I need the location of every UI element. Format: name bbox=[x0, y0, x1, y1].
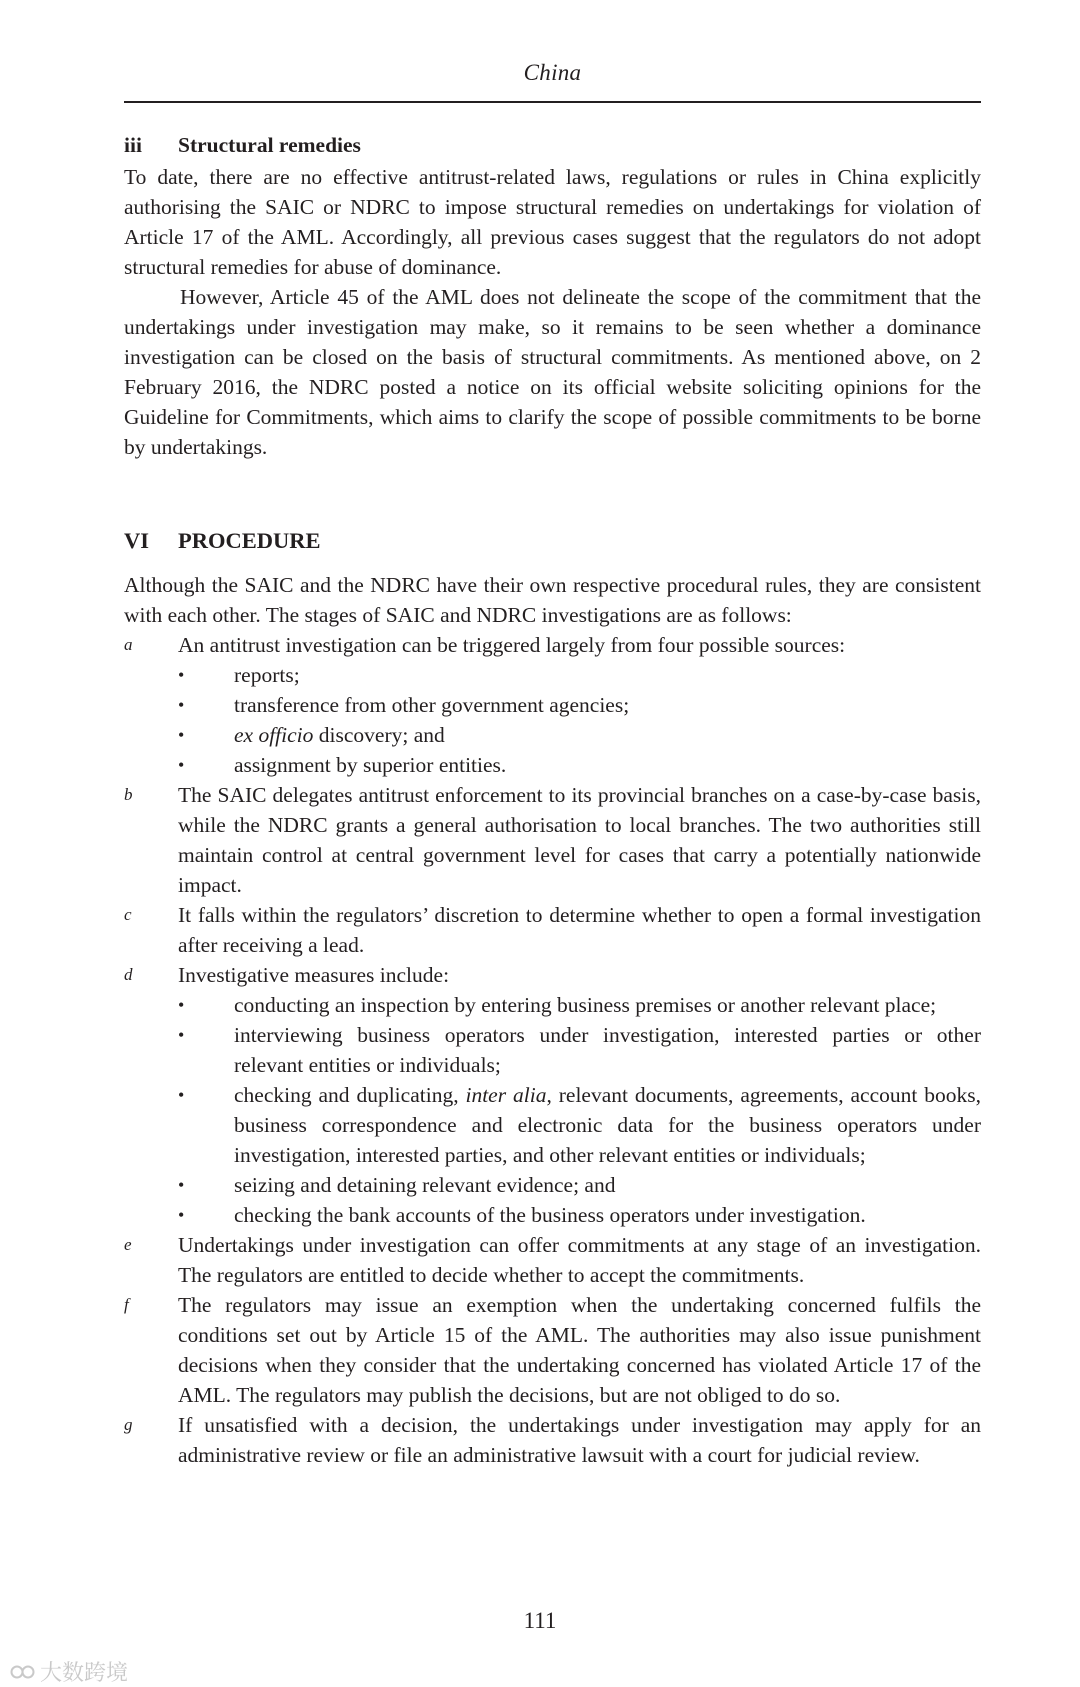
item-text: If unsatisfied with a decision, the undertakings under investigation may apply for an administrative review or file an administrative lawsuit with a court for judicial review. bbox=[178, 1413, 981, 1467]
watermark bbox=[10, 1656, 128, 1687]
section-intro: Although the SAIC and the NDRC have their own respective procedural rules, they are consistent with each other. The stages of SAIC and NDRC investigations are as follows: bbox=[124, 573, 981, 627]
list-item bbox=[124, 630, 981, 660]
item-letter: a bbox=[124, 635, 133, 654]
list-item bbox=[124, 780, 981, 900]
bullet-icon: • bbox=[178, 755, 185, 775]
bullet-icon: • bbox=[178, 1175, 185, 1195]
item-letter: g bbox=[124, 1415, 133, 1434]
item-text: An antitrust investigation can be triggered largely from four possible sources: bbox=[178, 633, 846, 657]
bullet-item: • reports; bbox=[178, 660, 981, 690]
item-text: The regulators may issue an exemption when the undertaking concerned fulfils the conditions set out by Article 15 of the AML. The authorities may also issue punishment decisions when they consider that the undertaking concerned has violated Article 17 of the AML. The regulators may publish the decisions, but are not obliged to do so. bbox=[178, 1293, 981, 1407]
procedure-list bbox=[124, 630, 981, 1470]
list-item bbox=[124, 960, 981, 990]
item-text: Investigative measures include: bbox=[178, 963, 450, 987]
bullet-icon: • bbox=[178, 1205, 185, 1225]
list-item bbox=[124, 900, 981, 960]
watermark-text: 大数跨境 bbox=[40, 1661, 129, 1686]
subsection-number: iii bbox=[124, 133, 142, 157]
bullet-icon: • bbox=[178, 695, 185, 715]
bullet-icon: • bbox=[178, 995, 185, 1015]
bullet-item: • interviewing business operators under investigation, interested parties or other relevant entities or individuals; bbox=[178, 1020, 981, 1080]
item-text: Undertakings under investigation can offer commitments at any stage of an investigation. The regulators are entitled to decide whether to accept the commitments. bbox=[178, 1233, 981, 1287]
section-number: VI bbox=[124, 528, 150, 553]
bullet-icon: • bbox=[178, 1085, 185, 1105]
bullet-list bbox=[178, 990, 981, 1230]
watermark-logo-icon bbox=[10, 1663, 36, 1681]
item-letter: c bbox=[124, 905, 132, 924]
list-item bbox=[124, 1290, 981, 1410]
bullet-item: • assignment by superior entities. bbox=[178, 750, 981, 780]
bullet-item: • checking the bank accounts of the business operators under investigation. bbox=[178, 1200, 981, 1230]
list-item bbox=[124, 1410, 981, 1470]
item-letter: e bbox=[124, 1235, 132, 1254]
list-item bbox=[124, 1230, 981, 1290]
bullet-icon: • bbox=[178, 665, 185, 685]
section-heading bbox=[124, 526, 981, 556]
paragraph: However, Article 45 of the AML does not delineate the scope of the commitment that the undertakings under investigation may make, so it remains to be seen whether a dominance investigation can be closed on the basis of structural commitments. As mentioned above, on 2 February 2016, the NDRC posted a notice on its official website soliciting opinions for the Guideline for Commitments, which aims to clarify the scope of possible commitments to be borne by undertakings. bbox=[124, 285, 981, 459]
page-number: 111 bbox=[523, 1608, 557, 1633]
bullet-item: • ex officio discovery; and bbox=[178, 720, 981, 750]
item-letter: b bbox=[124, 785, 133, 804]
bullet-item: • seizing and detaining relevant evidence; and bbox=[178, 1170, 981, 1200]
bullet-icon: • bbox=[178, 1025, 185, 1045]
running-head: China bbox=[523, 60, 582, 85]
paragraph: To date, there are no effective antitrust-related laws, regulations or rules in China explicitly authorising the SAIC or NDRC to impose structural remedies on undertakings for violation of Article 17 of the AML. Accordingly, all previous cases suggest that the regulators do not adopt structural remedies for abuse of dominance. bbox=[124, 165, 981, 279]
bullet-item: • conducting an inspection by entering business premises or another relevant place; bbox=[178, 990, 981, 1020]
item-letter: d bbox=[124, 965, 133, 984]
bullet-item: • transference from other government agencies; bbox=[178, 690, 981, 720]
bullet-icon: • bbox=[178, 725, 185, 745]
item-text: The SAIC delegates antitrust enforcement to its provincial branches on a case-by-case basis, while the NDRC grants a general authorisation to local branches. The two authorities still maintain control at central government level for cases that carry a potentially nationwide impact. bbox=[178, 783, 981, 897]
bullet-item: • checking and duplicating, inter alia, relevant documents, agreements, account books, business correspondence and electronic data for the business operators under investigation, interested parties, and other relevant entities or individuals; bbox=[178, 1080, 981, 1170]
subsection-heading bbox=[124, 130, 981, 160]
header-rule bbox=[124, 101, 981, 103]
page-body bbox=[124, 130, 981, 1470]
item-letter: f bbox=[124, 1295, 129, 1314]
subsection-title: Structural remedies bbox=[178, 133, 361, 157]
bullet-list bbox=[178, 660, 981, 780]
section-title: PROCEDURE bbox=[178, 528, 321, 553]
item-text: It falls within the regulators’ discretion to determine whether to open a formal investigation after receiving a lead. bbox=[178, 903, 981, 957]
